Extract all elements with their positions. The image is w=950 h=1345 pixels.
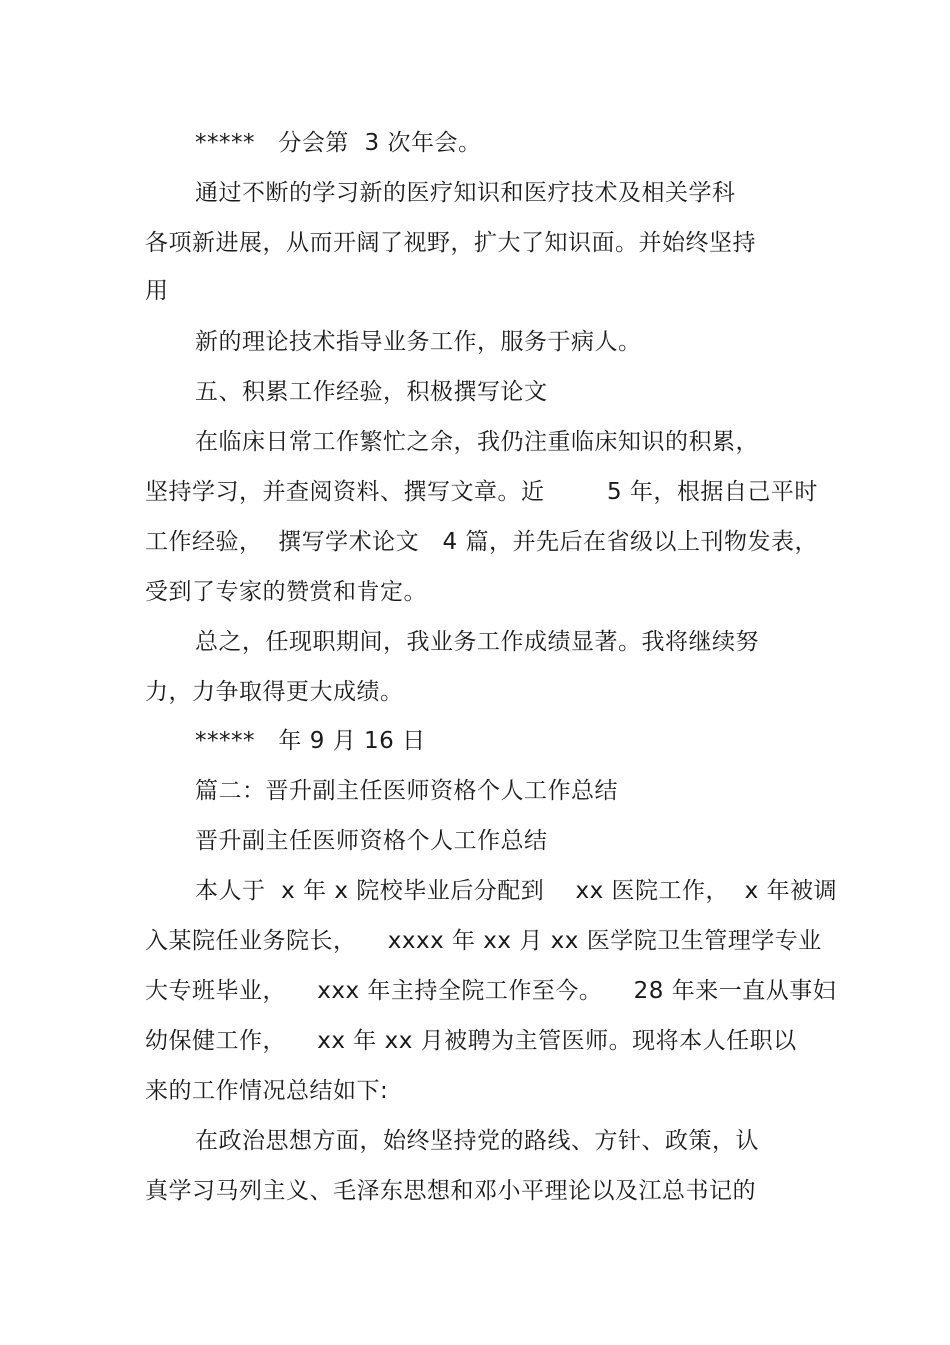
paragraph-line: 入某院任业务院长， xxxx 年 xx 月 xx 医学院卫生管理学专业 [145, 928, 822, 954]
date-line: ***** 年 9 月 16 日 [195, 728, 426, 754]
paragraph-line: 通过不断的学习新的医疗知识和医疗技术及相关学科 [195, 180, 736, 206]
paragraph-line: 各项新进展，从而开阔了视野，扩大了知识面。并始终坚持 [145, 230, 756, 256]
text-line: ***** 分会第 3 次年会。 [195, 130, 482, 156]
paragraph-line: 在政治思想方面，始终坚持党的路线、方针、政策，认 [195, 1128, 759, 1154]
paragraph-line: 力，力争取得更大成绩。 [145, 679, 404, 705]
paragraph-line: 坚持学习，并查阅资料、撰写文章。近 5 年，根据自己平时 [145, 479, 818, 505]
document-title: 晋升副主任医师资格个人工作总结 [195, 828, 548, 854]
paragraph-line: 受到了专家的赞赏和肯定。 [145, 579, 427, 605]
paragraph-line: 本人于 x 年 x 院校毕业后分配到 xx 医院工作， x 年被调 [195, 878, 838, 904]
paragraph-line: 新的理论技术指导业务工作，服务于病人。 [195, 329, 642, 355]
paragraph-line: 真学习马列主义、毛泽东思想和邓小平理论以及江总书记的 [145, 1178, 756, 1204]
paragraph-line: 工作经验， 撰写学术论文 4 篇，并先后在省级以上刊物发表， [145, 529, 818, 555]
paragraph-line: 大专班毕业， xxx 年主持全院工作至今。 28 年来一直从事妇 [145, 978, 837, 1004]
paragraph-line: 在临床日常工作繁忙之余，我仍注重临床知识的积累， [195, 429, 759, 455]
paragraph-line: 总之，任现职期间，我业务工作成绩显著。我将继续努 [195, 629, 759, 655]
section-heading: 篇二：晋升副主任医师资格个人工作总结 [195, 778, 618, 804]
paragraph-line: 来的工作情况总结如下: [145, 1078, 389, 1104]
paragraph-line: 幼保健工作， xx 年 xx 月被聘为主管医师。现将本人任职以 [145, 1028, 797, 1054]
section-heading: 五、积累工作经验，积极撰写论文 [195, 379, 548, 405]
paragraph-line: 用 [145, 278, 169, 304]
